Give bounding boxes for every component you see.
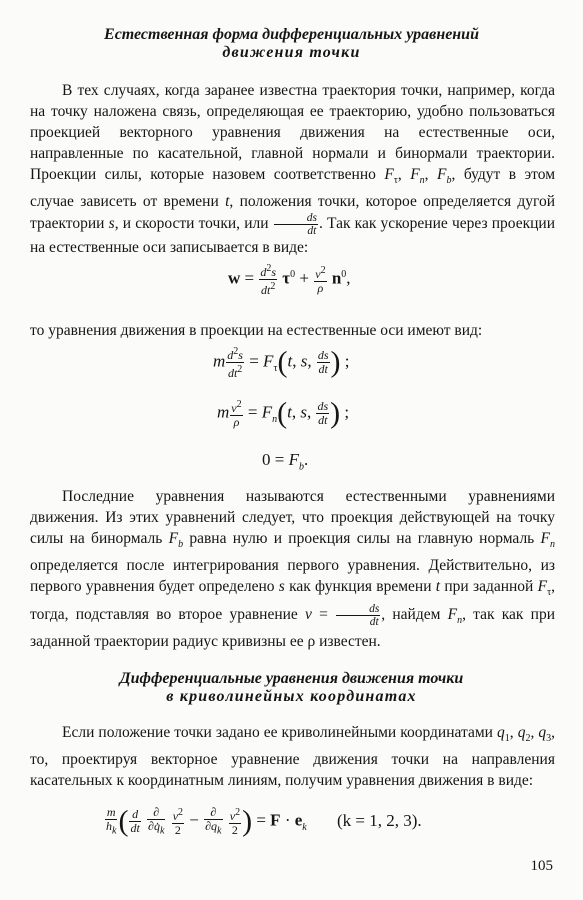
paragraph-text: положения точки, которое определяется дугой траектории — [30, 193, 556, 233]
paragraph-text: . Так как ускорение через проекции на естественные оси записывается в виде: — [30, 215, 556, 257]
paragraph-text: будут в этом случае зависеть от времени — [30, 166, 556, 211]
paragraph-curvilinear: Если положение точки задано ее криволинейными координатами $q_1$, $q_2$, $q_3$, то, проектируя векторное уравнение движения точки на направления касательных к координатным линиям, получим уравнения движения в виде: — [30, 724, 556, 790]
paragraph-text: , найдем — [381, 606, 441, 624]
paragraph-text: В тех случаях, когда заранее известна траектория точки, например, когда на точку наложена связь, определяющая ее траекторию, удобно пользоваться проекцией векторного уравнения движения на естественные оси, направленные по касательной, главной нормали и бинормали траектории. Проекции силы, которые назовем соответственно — [30, 82, 555, 183]
paragraph-text: как функция времени — [289, 578, 432, 596]
section-title-line: Естественная форма дифференциальных уравнений — [104, 26, 479, 43]
section-title-natural-form — [30, 26, 553, 62]
paragraph-text: и скорости точки, или — [122, 215, 269, 233]
paragraph-text: то уравнения движения в проекции на естественные оси имеют вид: — [30, 322, 483, 339]
fraction-ds-dt: $\frac{ds}{dt}$ — [274, 212, 318, 237]
paragraph-natural-equations: Последние уравнения называются естественными уравнениями движения. Из этих уравнений следует, что проекция действующей на точку силы на бинормаль $F_b$ равна нулю и проекция силы на главную нормаль $F_n$ определяется после интегрирования первого уравнения. Действительно, из первого уравнения будет определено s как функция времени t при заданной $F_\tau$, тогда, подставляя во второе уравнение v = $\frac{ds}{dt}$ , найдем $F_n$, так как при заданной траектории радиус кривизны ее ρ известен. — [30, 488, 555, 651]
paragraph-text: определяется после интегрирования первого уравнения. Действительно, из первого уравнения будет определено — [30, 557, 555, 596]
section-title-curvilinear — [30, 670, 553, 706]
equation-acceleration: w = $\frac{d^2s}{dt^2}$ $\tau^0$ + $\frac{v^2}{\rho}$ $n^0$, — [228, 263, 351, 297]
paragraph-text: , тогда, подставляя во второе уравнение — [30, 578, 555, 624]
paragraph-natural-axes: В тех случаях, когда заранее известна траектория точки, например, когда на точку наложена связь, определяющая ее траекторию, удобно пользоваться проекцией векторного уравнения движения на естественные оси, направленные по касательной, главной нормали и бинормали траектории. Проекции силы, которые назовем соответственно $F_\tau$, $F_n$, $F_b$, будут в этом случае зависеть от времени t, положения точки, которое определяется дугой траектории s, и скорости точки, или $\frac{ds}{dt}$ . Так как ускорение через проекции на естественные оси записывается в виде: — [30, 82, 556, 257]
section-title-line: в криволинейных координатах — [166, 688, 417, 705]
paragraph-text: , то, проектируя векторное уравнение движения точки на направления касательных к координатным линиям, получим уравнения движения в виде: — [30, 724, 556, 790]
paragraph-text: при заданной — [444, 578, 534, 596]
paragraph-text: , так как при заданной траектории радиус кривизны ее ρ известен. — [30, 606, 555, 651]
paragraph-text: Если положение точки задано ее криволинейными координатами — [62, 724, 493, 741]
equation-lagrange: $\frac{m}{h_k}$ ( $\frac{d}{dt}$ $\frac{\partial}{\partial q̇_k}$ $\frac{v^2}{2}$ − $\frac{\partial}{\partial q_k}$ $\frac{v^2}{2}$ ) = $F \cdot e_k$ (k = 1, 2, 3). — [106, 804, 422, 838]
fraction-ds-dt: $\frac{ds}{dt}$ — [336, 603, 380, 628]
equation-index-range: (k = 1, 2, 3). — [336, 810, 422, 830]
section-title-line: Дифференциальные уравнения движения точки — [119, 670, 464, 687]
paragraph-projections — [30, 320, 555, 341]
page-number: 105 — [530, 858, 553, 874]
paragraph-text: Последние уравнения называются естественными уравнениями движения. Из этих уравнений следует, что проекция действующей на точку силы на бинормаль — [30, 488, 555, 547]
section-title-line: движения точки — [222, 44, 361, 61]
equation-binormal: $0 = F_b$. — [262, 450, 309, 473]
equation-normal: m $\frac{v^2}{\rho}$ = $F_n(t$, s, $\frac{ds}{dt}$ ) ; — [217, 396, 350, 430]
equation-tangential: m $\frac{d^2s}{dt^2}$ = $F_\tau(t$, s, $\frac{ds}{dt}$ ) ; — [213, 345, 350, 380]
paragraph-text: равна нулю и проекция силы на главную нормаль — [189, 530, 535, 547]
